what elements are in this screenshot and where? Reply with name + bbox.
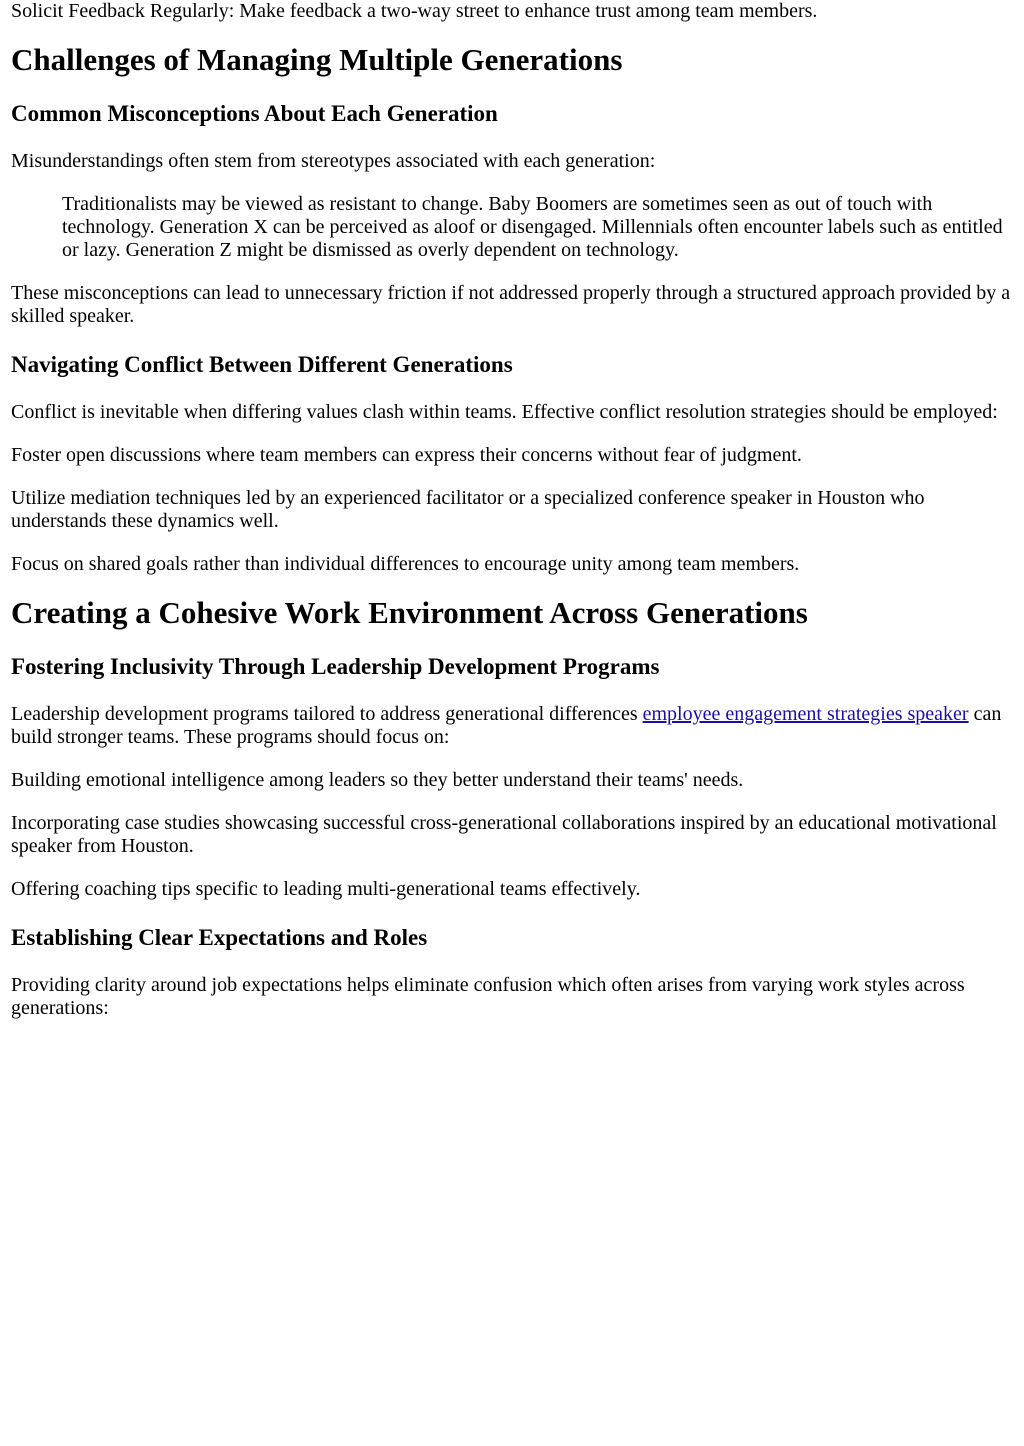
paragraph-shared-goals: Focus on shared goals rather than individual differences to encourage unity among team members. xyxy=(11,553,800,575)
paragraph-misunderstandings: Misunderstandings often stem from stereotypes associated with each generation: xyxy=(11,150,656,172)
subheading-inclusivity: Fostering Inclusivity Through Leadership Development Programs xyxy=(11,654,660,679)
paragraph-leadership-programs xyxy=(11,703,1013,749)
section-heading-challenges: Challenges of Managing Multiple Generations xyxy=(11,42,623,77)
generations-blockquote: Traditionalists may be viewed as resistant to change. Baby Boomers are sometimes seen as out of touch with technology. Generation X can be perceived as aloof or disengaged. Millennials often encounter labels such as entitled or lazy. Generation Z might be dismissed as overly dependent on technology. xyxy=(62,193,1003,261)
paragraph-mediation: Utilize mediation techniques led by an experienced facilitator or a specialized conference speaker in Houston who understands these dynamics well. xyxy=(11,487,925,532)
employee-engagement-link[interactable]: employee engagement strategies speaker xyxy=(642,703,969,725)
subheading-clear-expectations: Establishing Clear Expectations and Roles xyxy=(11,925,428,950)
paragraph-misconceptions-friction: These misconceptions can lead to unnecessary friction if not addressed properly through a structured approach provided by a skilled speaker. xyxy=(11,282,1011,327)
paragraph-coaching-tips: Offering coaching tips specific to leading multi-generational teams effectively. xyxy=(11,878,641,900)
paragraph-leadership-text-after: can build stronger teams. These programs should focus on: xyxy=(11,703,1002,748)
paragraph-conflict-inevitable: Conflict is inevitable when differing values clash within teams. Effective conflict resolution strategies should be employed: xyxy=(11,401,998,423)
paragraph-job-expectations: Providing clarity around job expectations helps eliminate confusion which often arises from varying work styles across generations: xyxy=(11,974,965,1019)
intro-paragraph: Solicit Feedback Regularly: Make feedback a two-way street to enhance trust among team members. xyxy=(11,0,818,22)
paragraph-emotional-intelligence: Building emotional intelligence among leaders so they better understand their teams' needs. xyxy=(11,769,744,791)
paragraph-open-discussions: Foster open discussions where team members can express their concerns without fear of judgment. xyxy=(11,444,802,466)
section-heading-cohesive: Creating a Cohesive Work Environment Across Generations xyxy=(11,595,808,630)
paragraph-case-studies: Incorporating case studies showcasing successful cross-generational collaborations inspired by an educational motivational speaker from Houston. xyxy=(11,812,997,857)
subheading-navigating-conflict: Navigating Conflict Between Different Generations xyxy=(11,352,513,377)
paragraph-leadership-text-before: Leadership development programs tailored to address generational differences xyxy=(11,703,643,725)
subheading-misconceptions: Common Misconceptions About Each Generation xyxy=(11,101,498,126)
